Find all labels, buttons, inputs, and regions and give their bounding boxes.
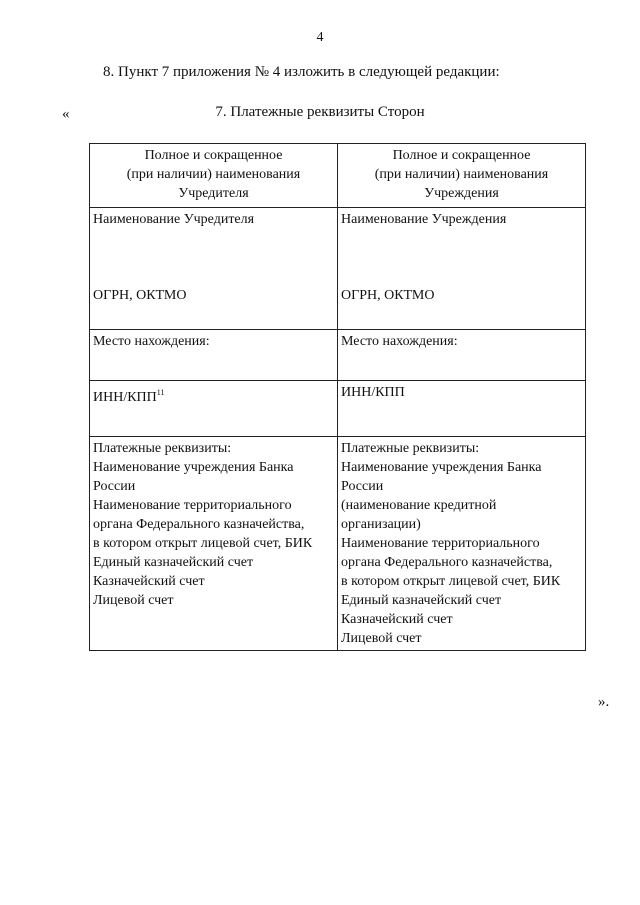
institution-inn-label: ИНН/КПП <box>341 385 405 400</box>
closing-quote: ». <box>598 694 610 710</box>
header-founder-line: Учредителя <box>178 186 249 201</box>
header-institution-line: (при наличии) наименования <box>374 167 549 182</box>
founder-payment-line: Единый казначейский счет <box>93 555 254 570</box>
header-institution-line: Учреждения <box>424 186 499 201</box>
footnote-marker: 11 <box>156 388 165 397</box>
institution-name-cell <box>338 208 586 330</box>
institution-payment-line: России <box>341 479 384 494</box>
table-header-row <box>90 144 586 208</box>
institution-payment-line: Казначейский счет <box>341 612 453 627</box>
founder-location-cell <box>90 330 338 381</box>
location-row <box>90 330 586 381</box>
institution-location-cell <box>338 330 586 381</box>
founder-payment-line: Наименование территориального <box>93 498 292 513</box>
payment-details-table <box>89 143 586 651</box>
header-founder-cell <box>90 144 338 208</box>
payment-row <box>90 437 586 651</box>
institution-payment-line: органа Федерального казначейства, <box>341 555 553 570</box>
institution-ogrn-label: ОГРН, ОКТМО <box>341 288 435 303</box>
page-number: 4 <box>316 30 324 45</box>
institution-inn-cell <box>338 381 586 437</box>
founder-payment-line: Наименование учреждения Банка <box>93 460 294 475</box>
founder-payment-line: Платежные реквизиты: <box>93 441 232 456</box>
institution-payment-line: Единый казначейский счет <box>341 593 502 608</box>
opening-quote: « <box>62 106 70 122</box>
founder-location-label: Место нахождения: <box>93 334 210 349</box>
founder-payment-line: органа Федерального казначейства, <box>93 517 305 532</box>
instruction-text: 8. Пункт 7 приложения № 4 изложить в следующей редакции: <box>103 64 500 80</box>
institution-payment-line: Наименование территориального <box>341 536 540 551</box>
founder-payment-line: России <box>93 479 136 494</box>
institution-location-label: Место нахождения: <box>341 334 458 349</box>
institution-payment-line: (наименование кредитной <box>341 498 497 513</box>
founder-inn-label: ИНН/КПП <box>93 390 157 405</box>
header-institution-cell <box>338 144 586 208</box>
header-founder-line: (при наличии) наименования <box>126 167 301 182</box>
founder-name-label: Наименование Учредителя <box>93 212 255 227</box>
founder-inn-line <box>93 383 334 407</box>
founder-ogrn-label: ОГРН, ОКТМО <box>93 288 187 303</box>
institution-payment-line: Платежные реквизиты: <box>341 441 480 456</box>
founder-payment-cell <box>90 437 338 651</box>
founder-name-cell <box>90 208 338 330</box>
inn-row <box>90 381 586 437</box>
name-row <box>90 208 586 330</box>
institution-payment-line: Лицевой счет <box>341 631 422 646</box>
institution-name-label: Наименование Учреждения <box>341 212 507 227</box>
institution-payment-line: Наименование учреждения Банка <box>341 460 542 475</box>
institution-payment-cell <box>338 437 586 651</box>
founder-payment-line: Лицевой счет <box>93 593 174 608</box>
header-institution-line: Полное и сокращенное <box>392 148 531 163</box>
section-title: 7. Платежные реквизиты Сторон <box>215 104 425 120</box>
founder-payment-line: Казначейский счет <box>93 574 205 589</box>
institution-payment-line: в котором открыт лицевой счет, БИК <box>341 574 561 589</box>
institution-payment-line: организации) <box>341 517 421 532</box>
founder-inn-cell <box>90 381 338 437</box>
founder-payment-line: в котором открыт лицевой счет, БИК <box>93 536 313 551</box>
header-founder-line: Полное и сокращенное <box>144 148 283 163</box>
